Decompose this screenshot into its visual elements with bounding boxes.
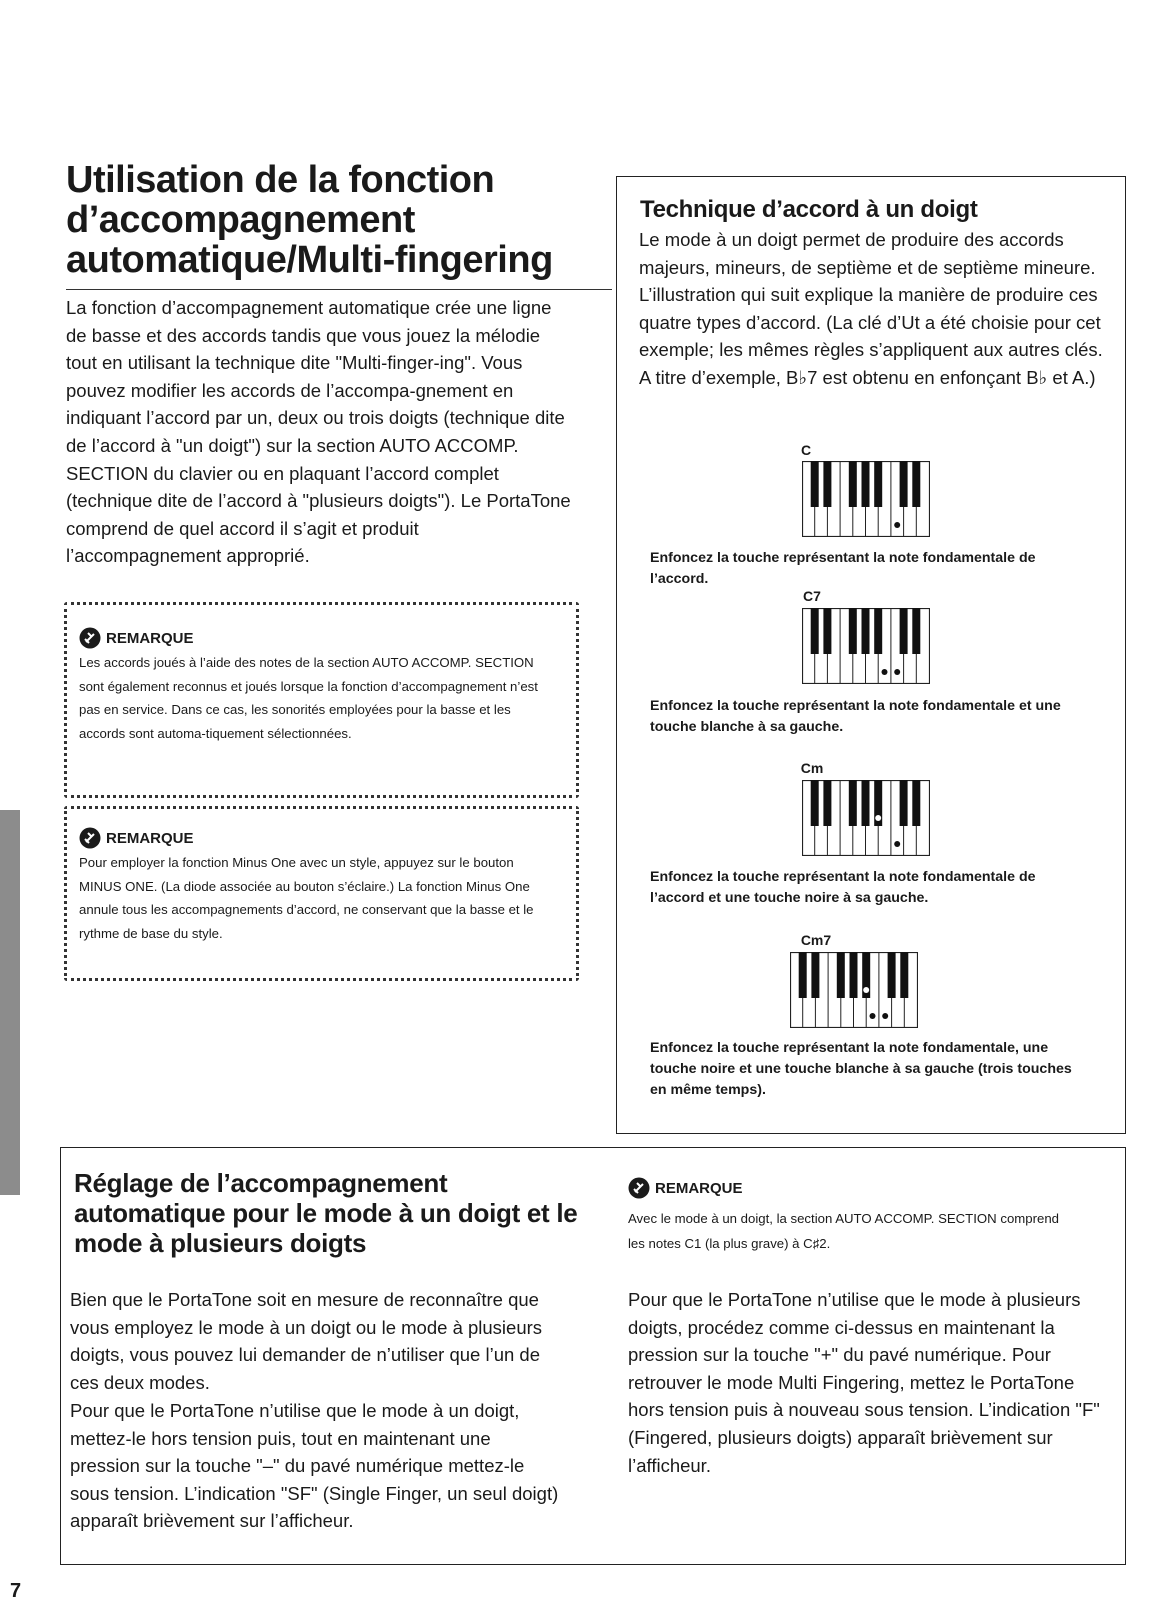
chord-caption-c7: Enfoncez la touche représentant la note fondamentale et une touche blanche à sa gauche. — [650, 698, 1061, 735]
chord-label-c7: C7 — [803, 588, 821, 604]
mode-setting-para-2: Pour que le PortaTone n’utilise que le mode à un doigt, mettez-le hors tension puis, tout en maintenant une pression sur la touche "–" du pavé numérique mettez-le sous tension. L’indication "SF" (Single Finger, un seul doigt) apparaît brièvement sur l’afficheur. — [70, 1400, 559, 1532]
intro-paragraph: La fonction d’accompagnement automatique crée une ligne de basse et des accords tandis que vous jouez la mélodie tout en utilisant la technique dite "Multi-finger-ing". Vous pouvez modifier les accords de l’accompa-gnement en indiquant l’accord par un, deux ou trois doigts (technique dite de l’accord à "un doigt") sur la section AUTO ACCOMP. SECTION du clavier ou en plaquant l’accord complet (technique dite de l’accord à "plusieurs doigts"). Le PortaTone comprend de quel accord il s’agit et produit l’accompagnement approprié. — [66, 297, 571, 567]
mode-setting-para-1: Bien que le PortaTone soit en mesure de reconnaître que vous employez le mode à un doigt ou le mode à plusieurs doigts, vous pouvez lui demander de n’utiliser que l’un de ces deux modes. — [70, 1289, 543, 1393]
note-icon — [79, 827, 101, 849]
note-text: Avec le mode à un doigt, la section AUTO ACCOMP. SECTION comprend les notes C1 (la plus grave) à C♯2. — [628, 1211, 1059, 1251]
keyboard-diagram-c7 — [802, 608, 930, 684]
keyboard-diagram-c — [802, 461, 930, 537]
section-edge-tab — [0, 810, 20, 1195]
chord-label-cm7: Cm7 — [800, 932, 832, 948]
note-box-1 — [64, 602, 579, 798]
note-text: Les accords joués à l’aide des notes de la section AUTO ACCOMP. SECTION sont également reconnus et joués lorsque la fonction d’accompagnement n’est pas en service. Dans ce cas, les sonorités employées pour la basse et les accords sont automa-tiquement sélectionnées. — [79, 655, 538, 741]
chord-caption-c: Enfoncez la touche représentant la note fondamentale de l’accord. — [650, 550, 1036, 587]
title-underline — [66, 289, 612, 290]
note-text: Pour employer la fonction Minus One avec un style, appuyez sur le bouton MINUS ONE. (La diode associée au bouton s’éclaire.) La fonction Minus One annule tous les accompagnements d’accord, ne conservant que la basse et le rythme de base du style. — [79, 855, 534, 941]
single-finger-heading: Technique d’accord à un doigt — [640, 196, 978, 223]
note-header: REMARQUE — [79, 827, 558, 849]
note-header: REMARQUE — [79, 627, 558, 649]
chord-label-c: C — [800, 442, 812, 458]
chord-caption-cm7: Enfoncez la touche représentant la note fondamentale, une touche noire et une touche blanche à sa gauche (trois touches en même temps). — [650, 1040, 1072, 1098]
keyboard-diagram-cm7 — [790, 952, 918, 1028]
keyboard-diagram-cm — [802, 780, 930, 856]
single-finger-intro: Le mode à un doigt permet de produire des accords majeurs, mineurs, de septième et de septième mineure. L’illustration qui suit explique la manière de produire ces quatre types d’accord. (La clé d’Ut a été choisie pour cet exemple; les mêmes règles s’appliquent aux autres clés. A titre d’exemple, B♭7 est obtenu en enfonçant B♭ et A.) — [639, 229, 1103, 388]
mode-setting-para-3: Pour que le PortaTone n’utilise que le mode à plusieurs doigts, procédez comme ci-dessus en maintenant la pression sur la touche "+" du pavé numérique. Pour retrouver le mode Multi Fingering, mettez le PortaTone hors tension puis à nouveau sous tension. L’indication "F" (Fingered, plusieurs doigts) apparaît brièvement sur l’afficheur. — [628, 1289, 1100, 1476]
page-number: 7 — [10, 1580, 22, 1602]
note-header: REMARQUE — [628, 1177, 743, 1199]
note-icon — [79, 627, 101, 649]
mode-setting-heading: Réglage de l’accompagnement automatique pour le mode à un doigt et le mode à plusieurs doigts — [74, 1168, 578, 1258]
chord-label-cm: Cm — [800, 760, 824, 776]
page-title: Utilisation de la fonction d’accompagnement automatique/Multi-fingering — [66, 159, 553, 281]
note-box-2 — [64, 806, 579, 981]
chord-caption-cm: Enfoncez la touche représentant la note fondamentale de l’accord et une touche noire à sa gauche. — [650, 869, 1036, 906]
note-icon — [628, 1177, 650, 1199]
